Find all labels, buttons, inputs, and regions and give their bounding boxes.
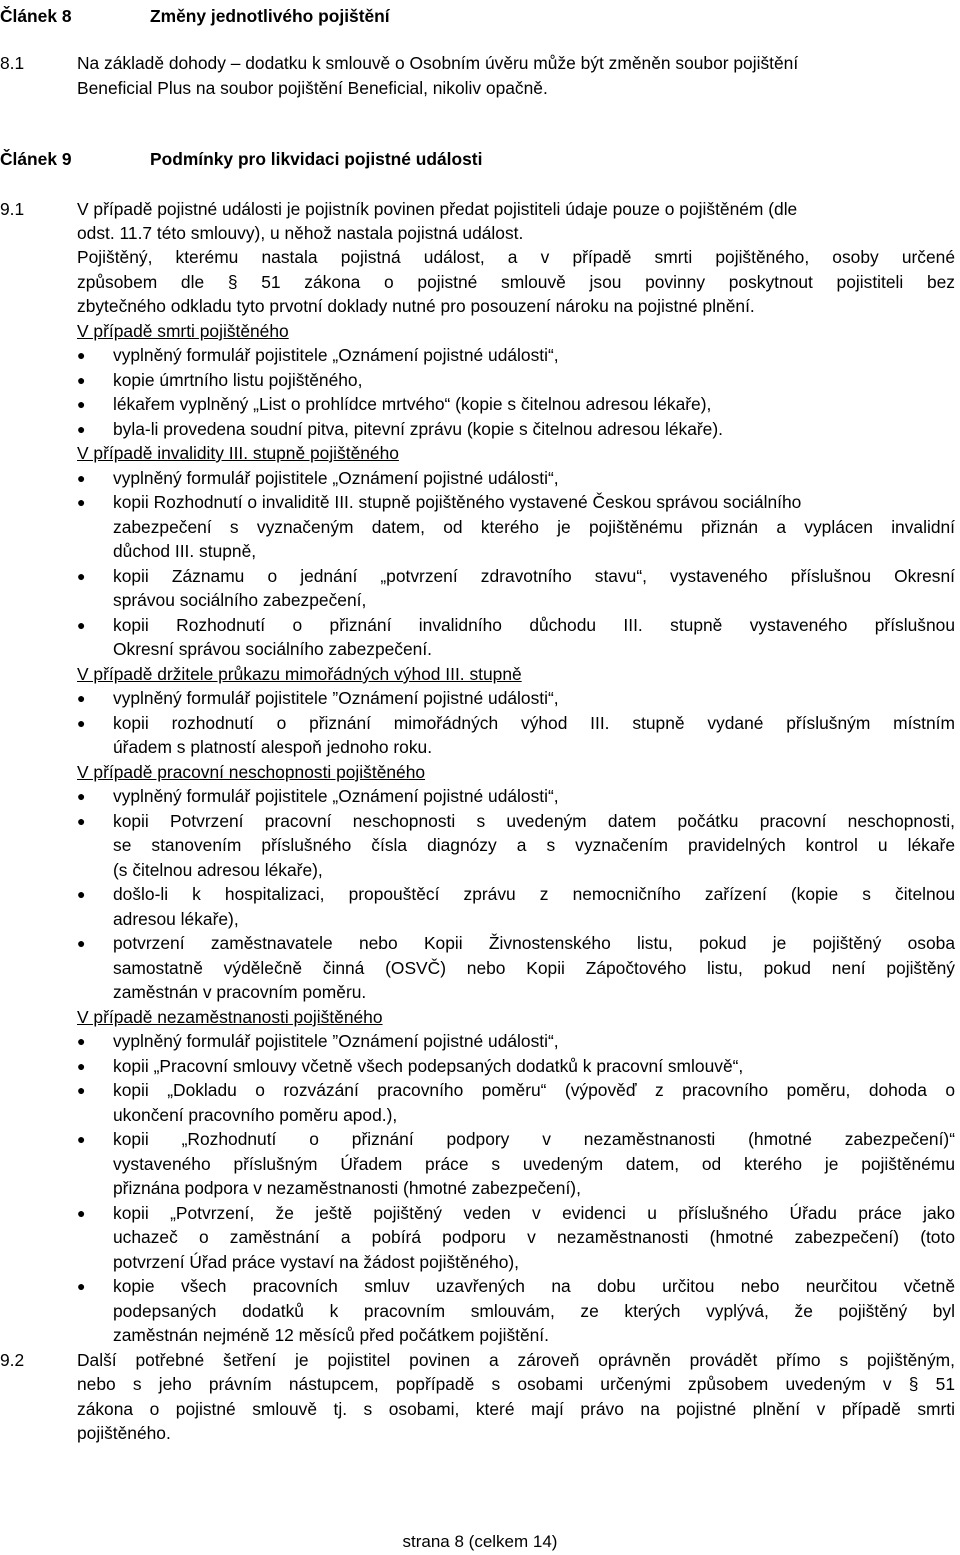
paragraph-line: Pojištěný, kterému nastala pojistná událost, a v případě smrti pojištěného, osoby určené (77, 247, 955, 267)
paragraph-line: způsobem dle § 51 zákona o pojistné smlouvě jsou povinny poskytnout pojistiteli bez (77, 272, 955, 292)
list-item-text: kopii Záznamu o jednání „potvrzení zdravotního stavu“, vystaveného příslušnou Okresní (113, 566, 955, 586)
list-item-text: samostatně výdělečně činná (OSVČ) nebo Kopii Zápočtového listu, pokud není pojištěný (113, 958, 955, 978)
paragraph-line: odst. 11.7 této smlouvy), u něhož nastala pojistná událost. (77, 223, 524, 243)
list-item-text: potvrzení zaměstnavatele nebo Kopii Živnostenského listu, pokud je pojištěný osoba (113, 933, 955, 953)
bullet-icon: ● (77, 421, 86, 437)
bullet-icon: ● (77, 396, 86, 412)
bullet-icon: ● (77, 690, 86, 706)
list-item-text: Okresní správou sociálního zabezpečení. (113, 639, 433, 659)
page-footer: strana 8 (celkem 14) (402, 1532, 558, 1551)
list-item-text: vystaveného příslušným Úřadem práce s uvedeným datem, od kterého je pojištěnému (113, 1154, 955, 1174)
bullet-icon: ● (77, 568, 86, 584)
list-item-text: vyplněný formulář pojistitele „Oznámení pojistné události“, (113, 786, 559, 806)
bullet-icon: ● (77, 347, 86, 363)
list-item-text: podepsaných dodatků k pracovním smlouvám, ze kterých vyplývá, že pojištěný byl (113, 1301, 955, 1321)
list-item-text: ukončení pracovního poměru apod.), (113, 1105, 398, 1125)
bullet-icon: ● (77, 1278, 86, 1294)
list-item-text: úřadem s platností alespoň jednoho roku. (113, 737, 433, 757)
list-item-text: zaměstnán v pracovním poměru. (113, 982, 367, 1002)
bullet-icon: ● (77, 372, 86, 388)
list-item-text: vyplněný formulář pojistitele ”Oznámení pojistné události“, (113, 688, 559, 708)
article-title: Podmínky pro likvidaci pojistné události (150, 149, 483, 169)
list-item-text: došlo-li k hospitalizaci, propouštěcí zprávu z nemocničního zařízení (kopie s čitelnou (113, 884, 955, 904)
bullet-icon: ● (77, 715, 86, 731)
paragraph-number: 9.1 (0, 199, 25, 219)
list-item-text: byla-li provedena soudní pitva, pitevní zprávu (kopie s čitelnou adresou lékaře). (113, 419, 723, 439)
section-heading: V případě smrti pojištěného (77, 321, 289, 341)
list-item-text: vyplněný formulář pojistitele „Oznámení pojistné události“, (113, 345, 559, 365)
bullet-icon: ● (77, 617, 86, 633)
paragraph-line: Na základě dohody – dodatku k smlouvě o Osobním úvěru může být změněn soubor pojištění (77, 53, 799, 73)
list-item-text: zabezpečení s vyznačeným datem, od kterého je pojištěnému přiznán a vyplácen invalidní (113, 517, 955, 537)
list-item-text: potvrzení Úřad práce vystaví na žádost pojištěného), (113, 1252, 519, 1272)
bullet-icon: ● (77, 1082, 86, 1098)
list-item-text: kopii rozhodnutí o přiznání mimořádných výhod III. stupně vydané příslušným místním (113, 713, 955, 733)
bullet-icon: ● (77, 470, 86, 486)
list-item-text: kopii „Potvrzení, že ještě pojištěný veden v evidenci u příslušného Úřadu práce jako (113, 1203, 955, 1223)
list-item-text: důchod III. stupně, (113, 541, 257, 561)
paragraph-number: 8.1 (0, 53, 25, 73)
paragraph-line: Další potřebné šetření je pojistitel povinen a zároveň oprávněn provádět přímo s pojištěným, (77, 1350, 955, 1370)
article-number: Článek 9 (0, 149, 72, 169)
paragraph-line: nebo s jeho právním nástupcem, popřípadě s osobami určenými způsobem uvedeným v § 51 (77, 1374, 955, 1394)
list-item-text: kopii Rozhodnutí o invaliditě III. stupně pojištěného vystavené Českou správou sociálního (113, 492, 802, 512)
paragraph-line: pojištěného. (77, 1423, 171, 1443)
section-heading: V případě držitele průkazu mimořádných výhod III. stupně (77, 664, 522, 684)
paragraph-line: zákona o pojistné smlouvě tj. s osobami, které mají právo na pojistné plnění v případě smrti (77, 1399, 955, 1419)
list-item-text: správou sociálního zabezpečení, (113, 590, 367, 610)
section-heading: V případě pracovní neschopnosti pojištěného (77, 762, 426, 782)
paragraph-line: Beneficial Plus na soubor pojištění Beneficial, nikoliv opačně. (77, 78, 548, 98)
list-item-text: vyplněný formulář pojistitele „Oznámení pojistné události“, (113, 468, 559, 488)
bullet-icon: ● (77, 1205, 86, 1221)
paragraph-line: zbytečného odkladu tyto prvotní doklady nutné pro posouzení nároku na pojistné plnění. (77, 296, 755, 316)
bullet-icon: ● (77, 1033, 86, 1049)
article-number: Článek 8 (0, 6, 72, 26)
list-item-text: kopii Rozhodnutí o přiznání invalidního důchodu III. stupně vystaveného příslušnou (113, 615, 955, 635)
list-item-text: kopii „Rozhodnutí o přiznání podpory v nezaměstnanosti (hmotné zabezpečení)“ (113, 1129, 955, 1149)
bullet-icon: ● (77, 1058, 86, 1074)
list-item-text: kopii „Pracovní smlouvy včetně všech podepsaných dodatků k pracovní smlouvě“, (113, 1056, 744, 1076)
bullet-icon: ● (77, 886, 86, 902)
section-heading: V případě nezaměstnanosti pojištěného (77, 1007, 383, 1027)
paragraph-line: V případě pojistné události je pojistník povinen předat pojistiteli údaje pouze o pojištěném (dle (77, 199, 798, 219)
bullet-icon: ● (77, 1131, 86, 1147)
list-item-text: se stanovením příslušného čísla diagnózy a s vyznačením pravidelných kontrol u lékaře (113, 835, 955, 855)
list-item-text: zaměstnán nejméně 12 měsíců před počátkem pojištění. (113, 1325, 549, 1345)
list-item-text: vyplněný formulář pojistitele ”Oznámení pojistné události“, (113, 1031, 559, 1051)
list-item-text: lékařem vyplněný „List o prohlídce mrtvého“ (kopie s čitelnou adresou lékaře), (113, 394, 712, 414)
bullet-icon: ● (77, 494, 86, 510)
paragraph-number: 9.2 (0, 1350, 25, 1370)
section-heading: V případě invalidity III. stupně pojištěného (77, 443, 399, 463)
article-title: Změny jednotlivého pojištění (150, 6, 390, 26)
list-item-text: kopii „Dokladu o rozvázání pracovního poměru“ (výpověď z pracovního poměru, dohoda o (113, 1080, 955, 1100)
list-item-text: (s čitelnou adresou lékaře), (113, 860, 323, 880)
bullet-icon: ● (77, 813, 86, 829)
list-item-text: kopii Potvrzení pracovní neschopnosti s uvedeným datem počátku pracovní neschopnosti, (113, 811, 955, 831)
list-item-text: kopie všech pracovních smluv uzavřených na dobu určitou nebo neurčitou včetně (113, 1276, 955, 1296)
list-item-text: adresou lékaře), (113, 909, 239, 929)
list-item-text: přiznána podpora v nezaměstnanosti (hmotné zabezpečení), (113, 1178, 581, 1198)
list-item-text: kopie úmrtního listu pojištěného, (113, 370, 363, 390)
list-item-text: uchazeč o zaměstnání a pobírá podporu v nezaměstnanosti (hmotné zabezpečení) (toto (113, 1227, 955, 1247)
bullet-icon: ● (77, 935, 86, 951)
bullet-icon: ● (77, 788, 86, 804)
